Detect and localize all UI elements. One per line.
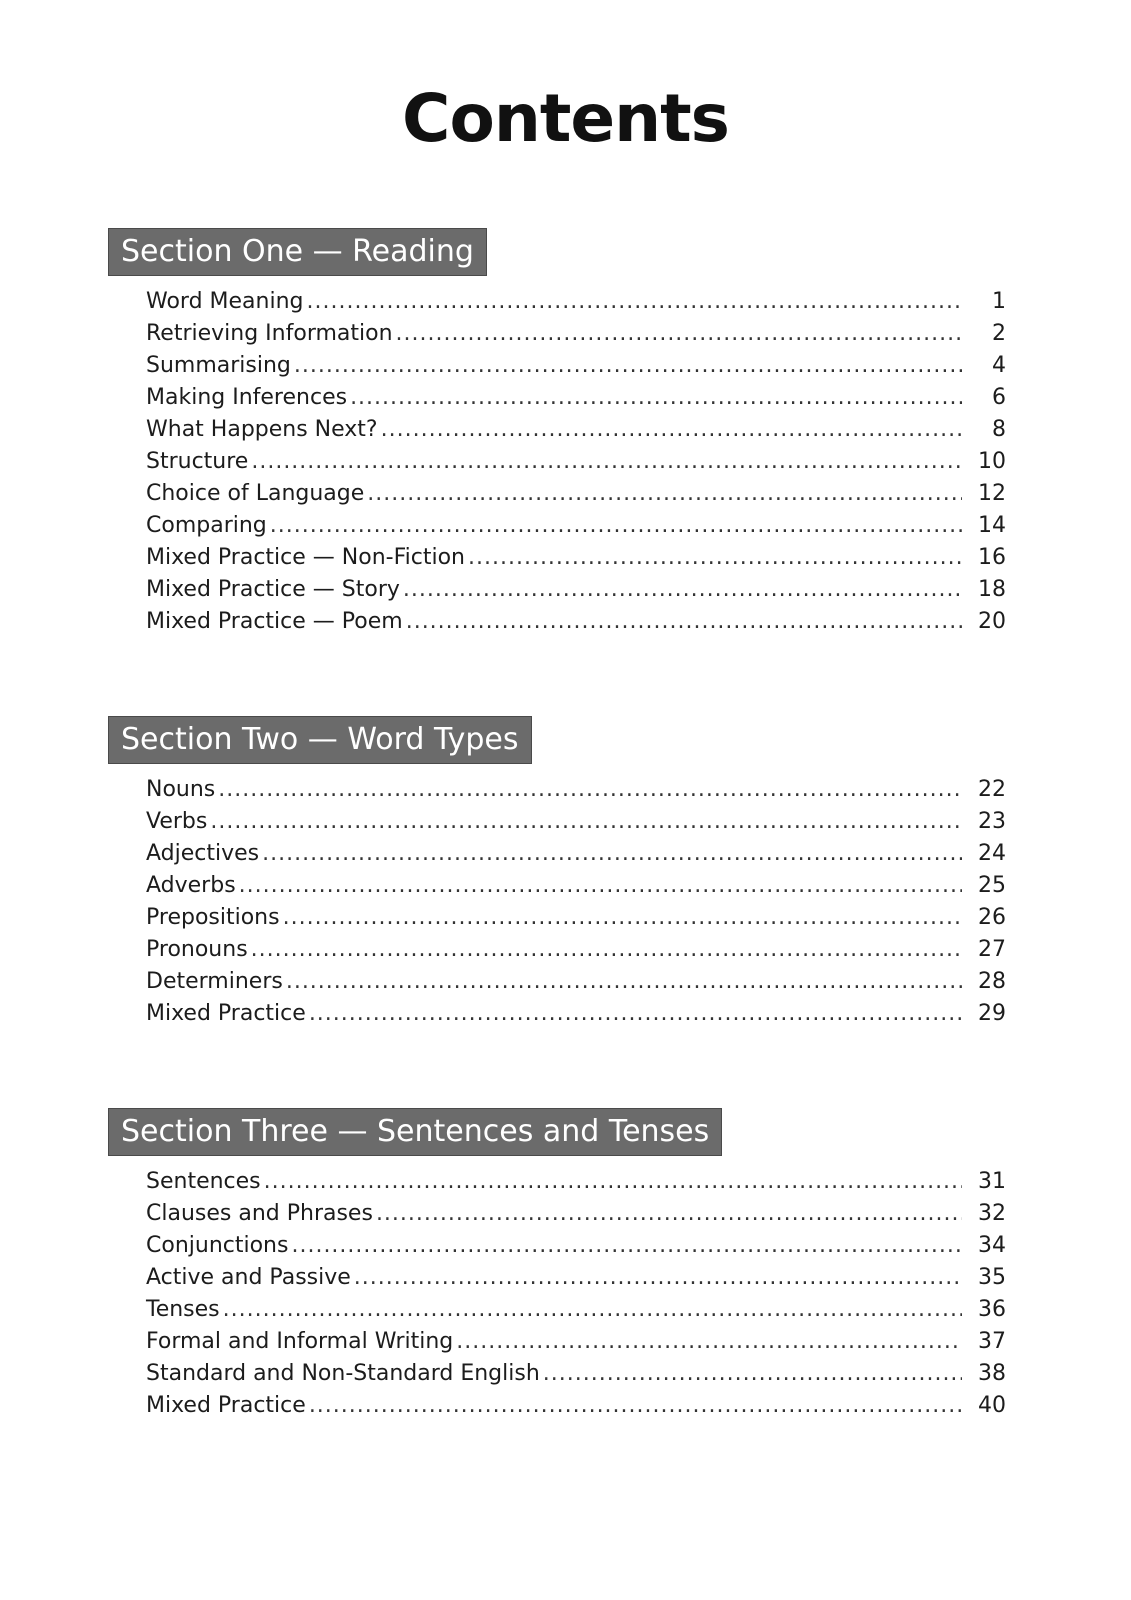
toc-entry-title: Retrieving Information [146, 321, 393, 346]
toc-entry-title: Adverbs [146, 873, 236, 898]
toc-entry [146, 574, 1006, 606]
dot-leader [210, 806, 962, 838]
entry-list [146, 774, 1006, 1030]
dot-leader [350, 382, 962, 414]
dot-leader [262, 838, 962, 870]
dot-leader [251, 446, 962, 478]
toc-entry [146, 1358, 1006, 1390]
toc-entry [146, 1166, 1006, 1198]
toc-entry-page-number: 32 [978, 1201, 1006, 1226]
toc-entry-page-number: 29 [978, 1001, 1006, 1026]
section-word-types [108, 716, 1008, 1030]
section-reading [108, 228, 1008, 638]
section-heading: Section Three — Sentences and Tenses [108, 1108, 722, 1156]
toc-entry [146, 870, 1006, 902]
toc-entry [146, 1198, 1006, 1230]
toc-entry-page-number: 28 [978, 969, 1006, 994]
toc-entry-page-number: 18 [978, 577, 1006, 602]
dot-leader [309, 1390, 962, 1422]
toc-entry-page-number: 4 [992, 353, 1006, 378]
toc-entry-title: Mixed Practice [146, 1393, 306, 1418]
toc-entry-page-number: 31 [978, 1169, 1006, 1194]
toc-entry [146, 510, 1006, 542]
toc-entry [146, 478, 1006, 510]
toc-entry-page-number: 23 [978, 809, 1006, 834]
toc-entry-title: Comparing [146, 513, 267, 538]
toc-entry-title: Tenses [146, 1297, 220, 1322]
toc-entry-page-number: 6 [992, 385, 1006, 410]
toc-entry [146, 1262, 1006, 1294]
toc-entry-title: Clauses and Phrases [146, 1201, 373, 1226]
toc-entry-title: Pronouns [146, 937, 248, 962]
toc-entry-title: Verbs [146, 809, 208, 834]
toc-entry [146, 446, 1006, 478]
dot-leader [283, 902, 962, 934]
section-sentences-and-tenses [108, 1108, 1008, 1422]
toc-entry [146, 286, 1006, 318]
toc-entry-title: Mixed Practice — Story [146, 577, 400, 602]
toc-entry-page-number: 40 [978, 1393, 1006, 1418]
toc-entry-title: Active and Passive [146, 1265, 351, 1290]
dot-leader [468, 542, 962, 574]
dot-leader [456, 1326, 962, 1358]
dot-leader [376, 1198, 962, 1230]
dot-leader [403, 574, 962, 606]
toc-entry-page-number: 1 [992, 289, 1006, 314]
dot-leader [264, 1166, 962, 1198]
toc-entry [146, 318, 1006, 350]
dot-leader [239, 870, 962, 902]
dot-leader [270, 510, 962, 542]
toc-entry [146, 966, 1006, 998]
dot-leader [307, 286, 962, 318]
toc-entry-page-number: 26 [978, 905, 1006, 930]
toc-entry-page-number: 38 [978, 1361, 1006, 1386]
toc-entry [146, 1230, 1006, 1262]
dot-leader [406, 606, 962, 638]
toc-entry [146, 382, 1006, 414]
toc-entry-page-number: 16 [978, 545, 1006, 570]
section-heading: Section Two — Word Types [108, 716, 532, 764]
toc-entry [146, 350, 1006, 382]
toc-entry [146, 1390, 1006, 1422]
dot-leader [396, 318, 962, 350]
toc-entry-title: Making Inferences [146, 385, 348, 410]
dot-leader [294, 350, 962, 382]
toc-entry-page-number: 24 [978, 841, 1006, 866]
toc-entry [146, 1294, 1006, 1326]
toc-entry [146, 806, 1006, 838]
dot-leader [251, 934, 962, 966]
dot-leader [218, 774, 962, 806]
toc-entry [146, 774, 1006, 806]
dot-leader [354, 1262, 962, 1294]
toc-entry-page-number: 10 [978, 449, 1006, 474]
toc-entry-page-number: 14 [978, 513, 1006, 538]
toc-entry-title: Adjectives [146, 841, 260, 866]
toc-entry [146, 902, 1006, 934]
toc-entry-page-number: 25 [978, 873, 1006, 898]
dot-leader [309, 998, 962, 1030]
toc-entry-title: Choice of Language [146, 481, 365, 506]
toc-entry-page-number: 35 [978, 1265, 1006, 1290]
toc-entry-title: Mixed Practice [146, 1001, 306, 1026]
toc-entry-title: Conjunctions [146, 1233, 289, 1258]
dot-leader [291, 1230, 962, 1262]
dot-leader [381, 414, 962, 446]
toc-entry [146, 606, 1006, 638]
toc-entry-page-number: 27 [978, 937, 1006, 962]
toc-entry-title: Word Meaning [146, 289, 304, 314]
entry-list [146, 286, 1006, 638]
page-title: Contents [402, 80, 729, 157]
toc-entry [146, 838, 1006, 870]
toc-entry [146, 934, 1006, 966]
dot-leader [286, 966, 962, 998]
toc-entry-title: Structure [146, 449, 249, 474]
toc-entry-title: Formal and Informal Writing [146, 1329, 454, 1354]
toc-entry-page-number: 34 [978, 1233, 1006, 1258]
dot-leader [543, 1358, 962, 1390]
toc-entry-title: Standard and Non-Standard English [146, 1361, 540, 1386]
toc-entry-title: Sentences [146, 1169, 261, 1194]
toc-entry-page-number: 20 [978, 609, 1006, 634]
toc-entry-page-number: 37 [978, 1329, 1006, 1354]
dot-leader [367, 478, 962, 510]
toc-entry-page-number: 2 [992, 321, 1006, 346]
toc-entry [146, 542, 1006, 574]
dot-leader [223, 1294, 962, 1326]
toc-entry-page-number: 8 [992, 417, 1006, 442]
toc-entry-title: Nouns [146, 777, 216, 802]
toc-entry [146, 1326, 1006, 1358]
toc-entry-title: Summarising [146, 353, 291, 378]
toc-entry-title: What Happens Next? [146, 417, 378, 442]
toc-entry-page-number: 22 [978, 777, 1006, 802]
toc-entry [146, 414, 1006, 446]
section-heading: Section One — Reading [108, 228, 487, 276]
toc-entry-title: Mixed Practice — Non-Fiction [146, 545, 465, 570]
toc-entry-title: Determiners [146, 969, 283, 994]
toc-entry [146, 998, 1006, 1030]
toc-entry-title: Mixed Practice — Poem [146, 609, 403, 634]
toc-entry-title: Prepositions [146, 905, 280, 930]
toc-entry-page-number: 36 [978, 1297, 1006, 1322]
toc-entry-page-number: 12 [978, 481, 1006, 506]
entry-list [146, 1166, 1006, 1422]
